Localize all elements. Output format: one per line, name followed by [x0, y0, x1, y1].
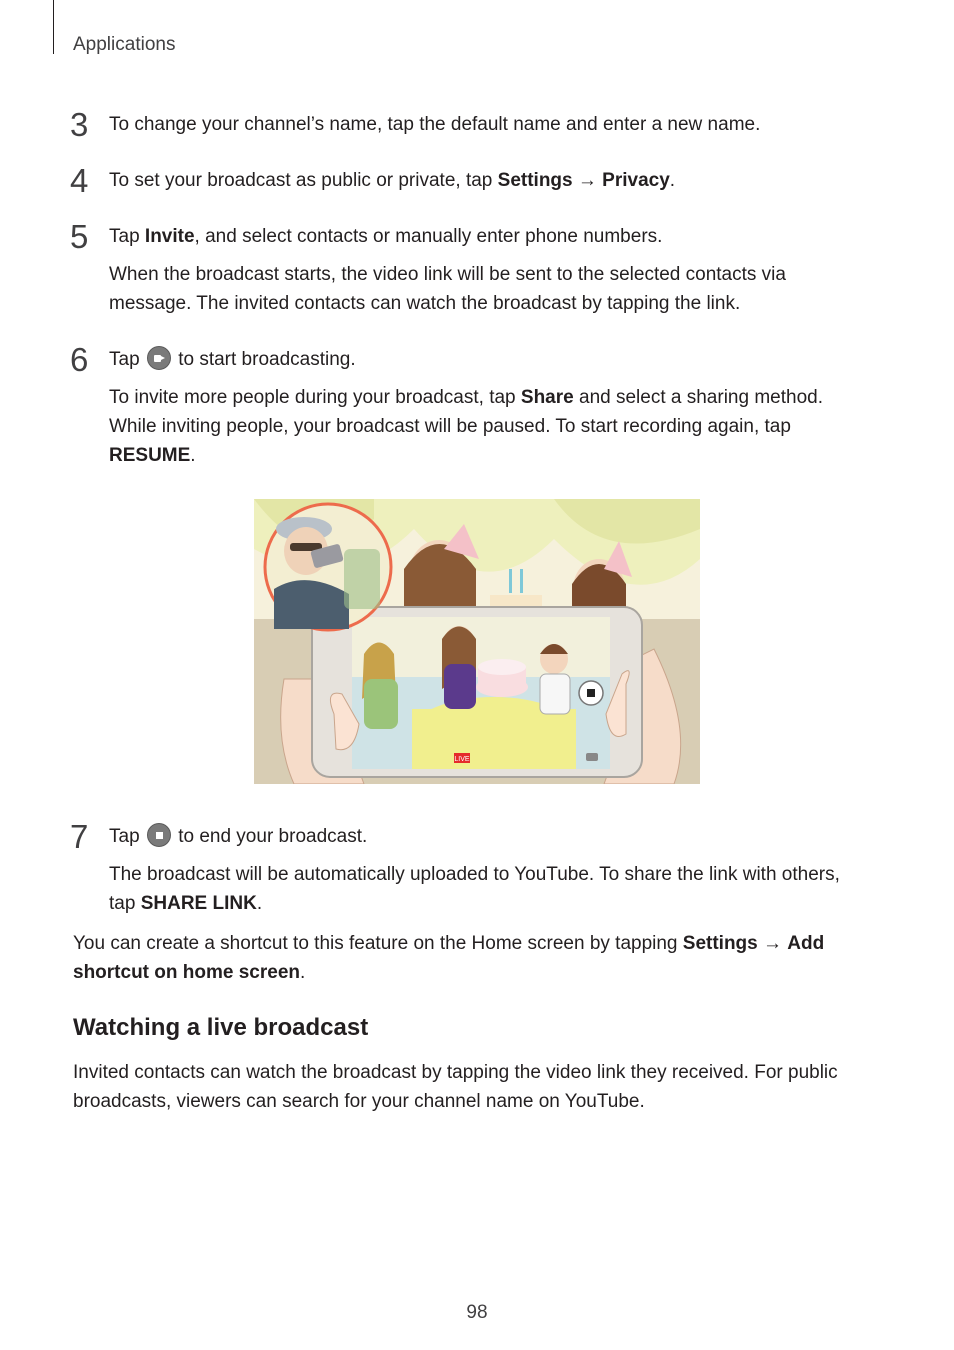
- step-7-text: Tap to end your broadcast.: [109, 822, 367, 851]
- step-number-3: 3: [70, 106, 89, 143]
- step-5-line-3: message. The invited contacts can watch the broadcast by tapping the link.: [109, 293, 741, 314]
- step-6-line-4: RESUME.: [109, 445, 196, 466]
- step-6-line-2: To invite more people during your broadcast, tap Share and select a sharing method.: [109, 387, 823, 408]
- section-line-2: broadcasts, viewers can search for your channel name on YouTube.: [73, 1091, 645, 1112]
- section-heading: Watching a live broadcast: [73, 1014, 369, 1041]
- step-6-line-3: While inviting people, your broadcast will be paused. To start recording again, tap: [109, 416, 791, 437]
- step-5-text: Tap Invite, and select contacts or manually enter phone numbers.: [109, 226, 663, 247]
- step-3-text: To change your channel’s name, tap the default name and enter a new name.: [109, 114, 761, 135]
- page-number: 98: [466, 1302, 488, 1323]
- step-number-6: 6: [70, 341, 89, 378]
- share-term: Share: [520, 387, 574, 408]
- step-7-line-2: The broadcast will be automatically uploaded to YouTube. To share the link with others,: [109, 864, 840, 885]
- resume-term: RESUME: [109, 445, 191, 466]
- step-6-text: Tap to start broadcasting.: [109, 345, 356, 374]
- step-number-7: 7: [70, 818, 89, 855]
- step-number-4: 4: [70, 162, 89, 199]
- settings-term: Settings: [497, 170, 573, 191]
- step-number-5: 5: [70, 218, 89, 255]
- broadcast-illustration: [254, 499, 700, 784]
- shortcut-line-2: shortcut on home screen.: [73, 962, 306, 983]
- live-badge-text: LIVE: [454, 756, 470, 763]
- shortcut-on-home-screen-term: shortcut on home screen: [73, 962, 300, 983]
- shortcut-line-1: You can create a shortcut to this feature on the Home screen by tapping Settings → Add: [73, 933, 825, 954]
- settings-term-2: Settings: [682, 933, 758, 954]
- video-camera-icon: [147, 346, 171, 370]
- step-4-text: To set your broadcast as public or private, tap Settings → Privacy.: [109, 170, 676, 191]
- header-title: Applications: [73, 34, 176, 55]
- share-link-term: SHARE LINK: [140, 893, 257, 914]
- header-rule: [53, 0, 54, 54]
- privacy-term: Privacy: [602, 170, 670, 191]
- invite-term: Invite: [144, 226, 195, 247]
- add-term: Add: [787, 933, 825, 954]
- section-line-1: Invited contacts can watch the broadcast by tapping the video link they received. For public: [73, 1062, 838, 1083]
- stop-icon: [147, 823, 171, 847]
- step-5-line-2: When the broadcast starts, the video link will be sent to the selected contacts via: [109, 264, 786, 285]
- step-7-line-3: tap SHARE LINK.: [109, 893, 263, 914]
